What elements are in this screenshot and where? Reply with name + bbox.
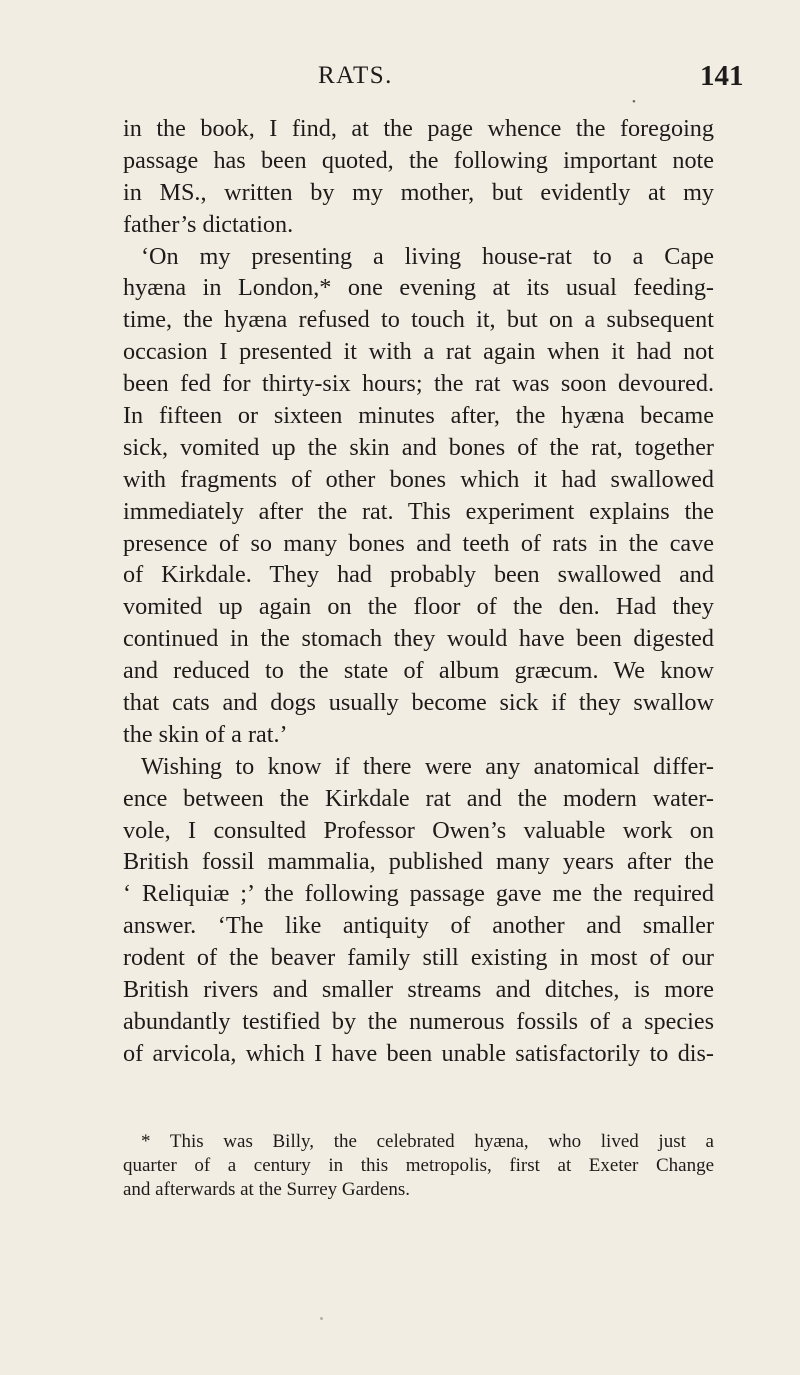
text-line: British rivers and smaller streams and ditches, is more (123, 976, 714, 1004)
text-line: hyæna in London,* one evening at its usual feeding- (123, 274, 714, 302)
text-line: continued in the stomach they would have been digested (123, 625, 714, 653)
text-line: ence between the Kirkdale rat and the modern water- (123, 784, 714, 812)
text-line: that cats and dogs usually become sick if they swallow (123, 689, 714, 717)
text-line: in the book, I find, at the page whence the foregoing (123, 115, 714, 142)
footnote-line: quarter of a century in this metropolis, first at Exeter Change (123, 1155, 714, 1176)
text-line: Wishing to know if there were any anatomical differ- (141, 752, 714, 780)
text-line: in MS., written by my mother, but evidently at my (123, 178, 714, 206)
text-line: In fifteen or sixteen minutes after, the hyæna became (123, 402, 714, 430)
text-line: rodent of the beaver family still existing in most of our (123, 944, 714, 972)
text-line: and reduced to the state of album græcum. We know (123, 657, 714, 685)
text-line: vomited up again on the floor of the den. Had they (123, 593, 714, 621)
text-line: father’s dictation. (123, 210, 294, 238)
text-line: abundantly testified by the numerous fossils of a species (123, 1007, 714, 1035)
text-line: sick, vomited up the skin and bones of the rat, together (123, 433, 714, 461)
text-line: immediately after the rat. This experiment explains the (123, 497, 714, 525)
footnote (123, 1130, 714, 1202)
text-line: ‘On my presenting a living house-rat to a Cape (141, 242, 714, 270)
footnote-line: and afterwards at the Surrey Gardens. (123, 1179, 410, 1200)
printer-mark: • (632, 96, 636, 108)
paper-speck (320, 1317, 323, 1320)
body-text (123, 113, 714, 1070)
text-line: passage has been quoted, the following important note (123, 146, 714, 174)
text-line: been fed for thirty-six hours; the rat was soon devoured. (123, 370, 714, 398)
text-line: time, the hyæna refused to touch it, but on a subsequent (123, 306, 714, 334)
text-line: presence of so many bones and teeth of rats in the cave (123, 529, 714, 557)
text-line: vole, I consulted Professor Owen’s valuable work on (123, 816, 714, 844)
running-head (0, 60, 800, 100)
text-line: answer. ‘The like antiquity of another and smaller (123, 912, 714, 940)
text-line: ‘ Reliquiæ ;’ the following passage gave me the required (123, 880, 714, 908)
text-line: with fragments of other bones which it had swallowed (123, 465, 714, 493)
text-line: of Kirkdale. They had probably been swallowed and (123, 561, 714, 589)
text-line: British fossil mammalia, published many years after the (123, 848, 714, 876)
text-line: occasion I presented it with a rat again when it had not (123, 338, 714, 366)
page-number: 141 (700, 60, 744, 92)
text-line: the skin of a rat.’ (123, 720, 288, 748)
footnote-line: * This was Billy, the celebrated hyæna, who lived just a (141, 1131, 714, 1152)
text-line: of arvicola, which I have been unable satisfactorily to dis- (123, 1039, 714, 1067)
running-title: RATS. (318, 62, 393, 89)
